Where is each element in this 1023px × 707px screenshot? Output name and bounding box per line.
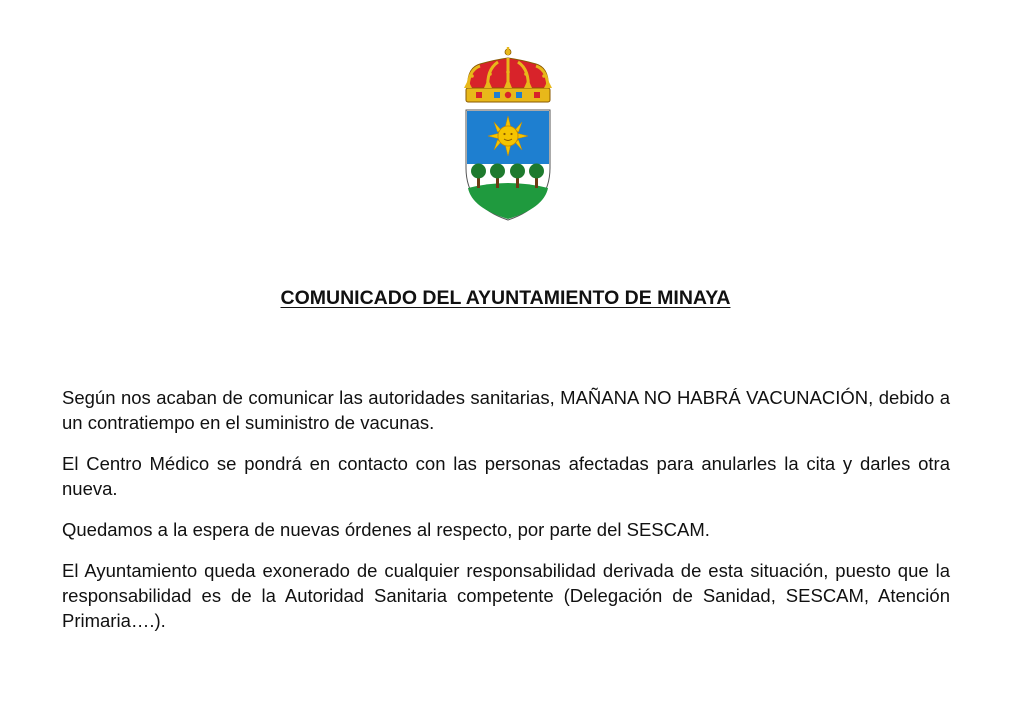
paragraph-awaiting-orders: Quedamos a la espera de nuevas órdenes al respecto, por parte del SESCAM. (62, 519, 710, 540)
paragraph-vaccination-cancelled: Según nos acaban de comunicar las autoridades sanitarias, MAÑANA NO HABRÁ VACUNACIÓN, debido a un contratiempo en el suministro de vacunas. (62, 387, 950, 433)
document-body (62, 385, 950, 633)
crown-icon (464, 47, 552, 102)
page-title: COMUNICADO DEL AYUNTAMIENTO DE MINAYA (280, 287, 731, 309)
paragraph-medical-center: El Centro Médico se pondrá en contacto con las personas afectadas para anularles la cita y darles otra nueva. (62, 453, 950, 499)
sun-icon (488, 116, 528, 156)
coat-of-arms-icon (458, 46, 558, 222)
paragraph-responsibility: El Ayuntamiento queda exonerado de cualquier responsabilidad derivada de esta situación, puesto que la responsabilidad es de la Autoridad Sanitaria competente (Delegación de Sanidad, SESCAM, Atención Primaria….). (62, 560, 950, 631)
shield-icon (466, 110, 550, 220)
